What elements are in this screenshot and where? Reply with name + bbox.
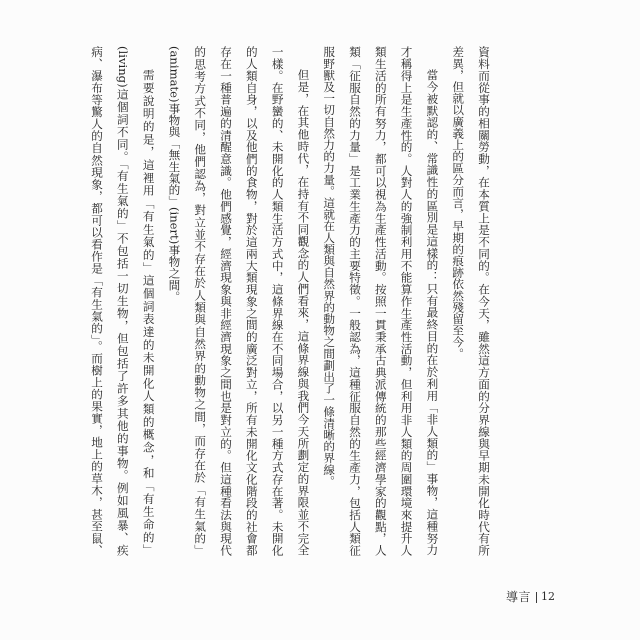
page-footer bbox=[506, 590, 555, 604]
text-column: 一樣。在野蠻的、未開化的人類生活方式中，這條界線在不同場合，以另一種方式存在著。未開化 bbox=[270, 46, 285, 556]
footer-separator bbox=[536, 592, 537, 603]
text-column: (animate)事物與「無生氣的」(inert)事物之間。 bbox=[167, 46, 182, 303]
text-column: 病、瀑布等驚人的自然現象，都可以看作是「有生氣的」。而樹上的果實，地上的草木，甚至鼠、 bbox=[90, 46, 105, 556]
text-column: 存在一種普遍的清醒意識。他們感覺，經濟現象與非經濟現象之間也是對立的。但這種看法與現代 bbox=[219, 46, 234, 556]
text-column: 差異，但就以廣義上的區分而言，早期的痕跡依然殘留至今。 bbox=[451, 46, 466, 360]
paragraph-2 bbox=[315, 46, 444, 556]
text-column: 資料而從事的相關勞動，在本質上是不同的。在今天，雖然這方面的分界線與早期未開化時代有所 bbox=[477, 46, 491, 556]
text-column: 類生活的所有努力，都可以視為生產性活動。按照一貫秉承古典派傳統的那些經濟學家的觀點，人 bbox=[373, 46, 388, 556]
text-column: 需要說明的是，這裡用「有生氣的」這個詞表達的未開化人類的概念，和「有生命的」 bbox=[141, 69, 156, 556]
text-column: 但是，在其他時代，在持有不同觀念的人們看來，這條界線與我們今天所劃定的界限並不完全 bbox=[296, 69, 311, 556]
paragraph-3 bbox=[161, 46, 316, 556]
text-column: (living)這個詞不同。「有生氣的」不包括一切生物，但包括了許多其他的事物。例如風暴、疾 bbox=[115, 46, 130, 556]
text-column: 的人類自身，以及他們的食物，對於這兩大類現象之間的廣泛對立，所有未開化文化階段的社會都 bbox=[244, 46, 259, 556]
body-text bbox=[83, 46, 496, 556]
page-number: 12 bbox=[541, 590, 556, 603]
text-column: 服野獸及一切自然力的力量。這就在人類與自然界的動物之間劃出了一條清晰的界線。 bbox=[322, 46, 337, 487]
paragraph-4 bbox=[83, 46, 160, 556]
text-column: 才稱得上是生產性的。人對人的強制利用不能算作生產性活動，但利用非人類的周圍環境來提升人 bbox=[399, 46, 414, 556]
text-column: 的思考方式不同，他們認為，對立並不存在於人類與自然界的動物之間，而存在於「有生氣的」 bbox=[193, 46, 208, 556]
paragraph-1 bbox=[444, 46, 496, 556]
section-title: 導言 bbox=[506, 590, 532, 604]
text-column: 類「征服自然的力量」是工業生產力的主要特徵。一般認為，這種征服自然的生產力，包括人類征 bbox=[348, 46, 363, 556]
text-column: 當今被默認的、常識性的區別是這樣的：只有最終目的在於利用「非人類的」事物，這種努力 bbox=[425, 69, 440, 556]
